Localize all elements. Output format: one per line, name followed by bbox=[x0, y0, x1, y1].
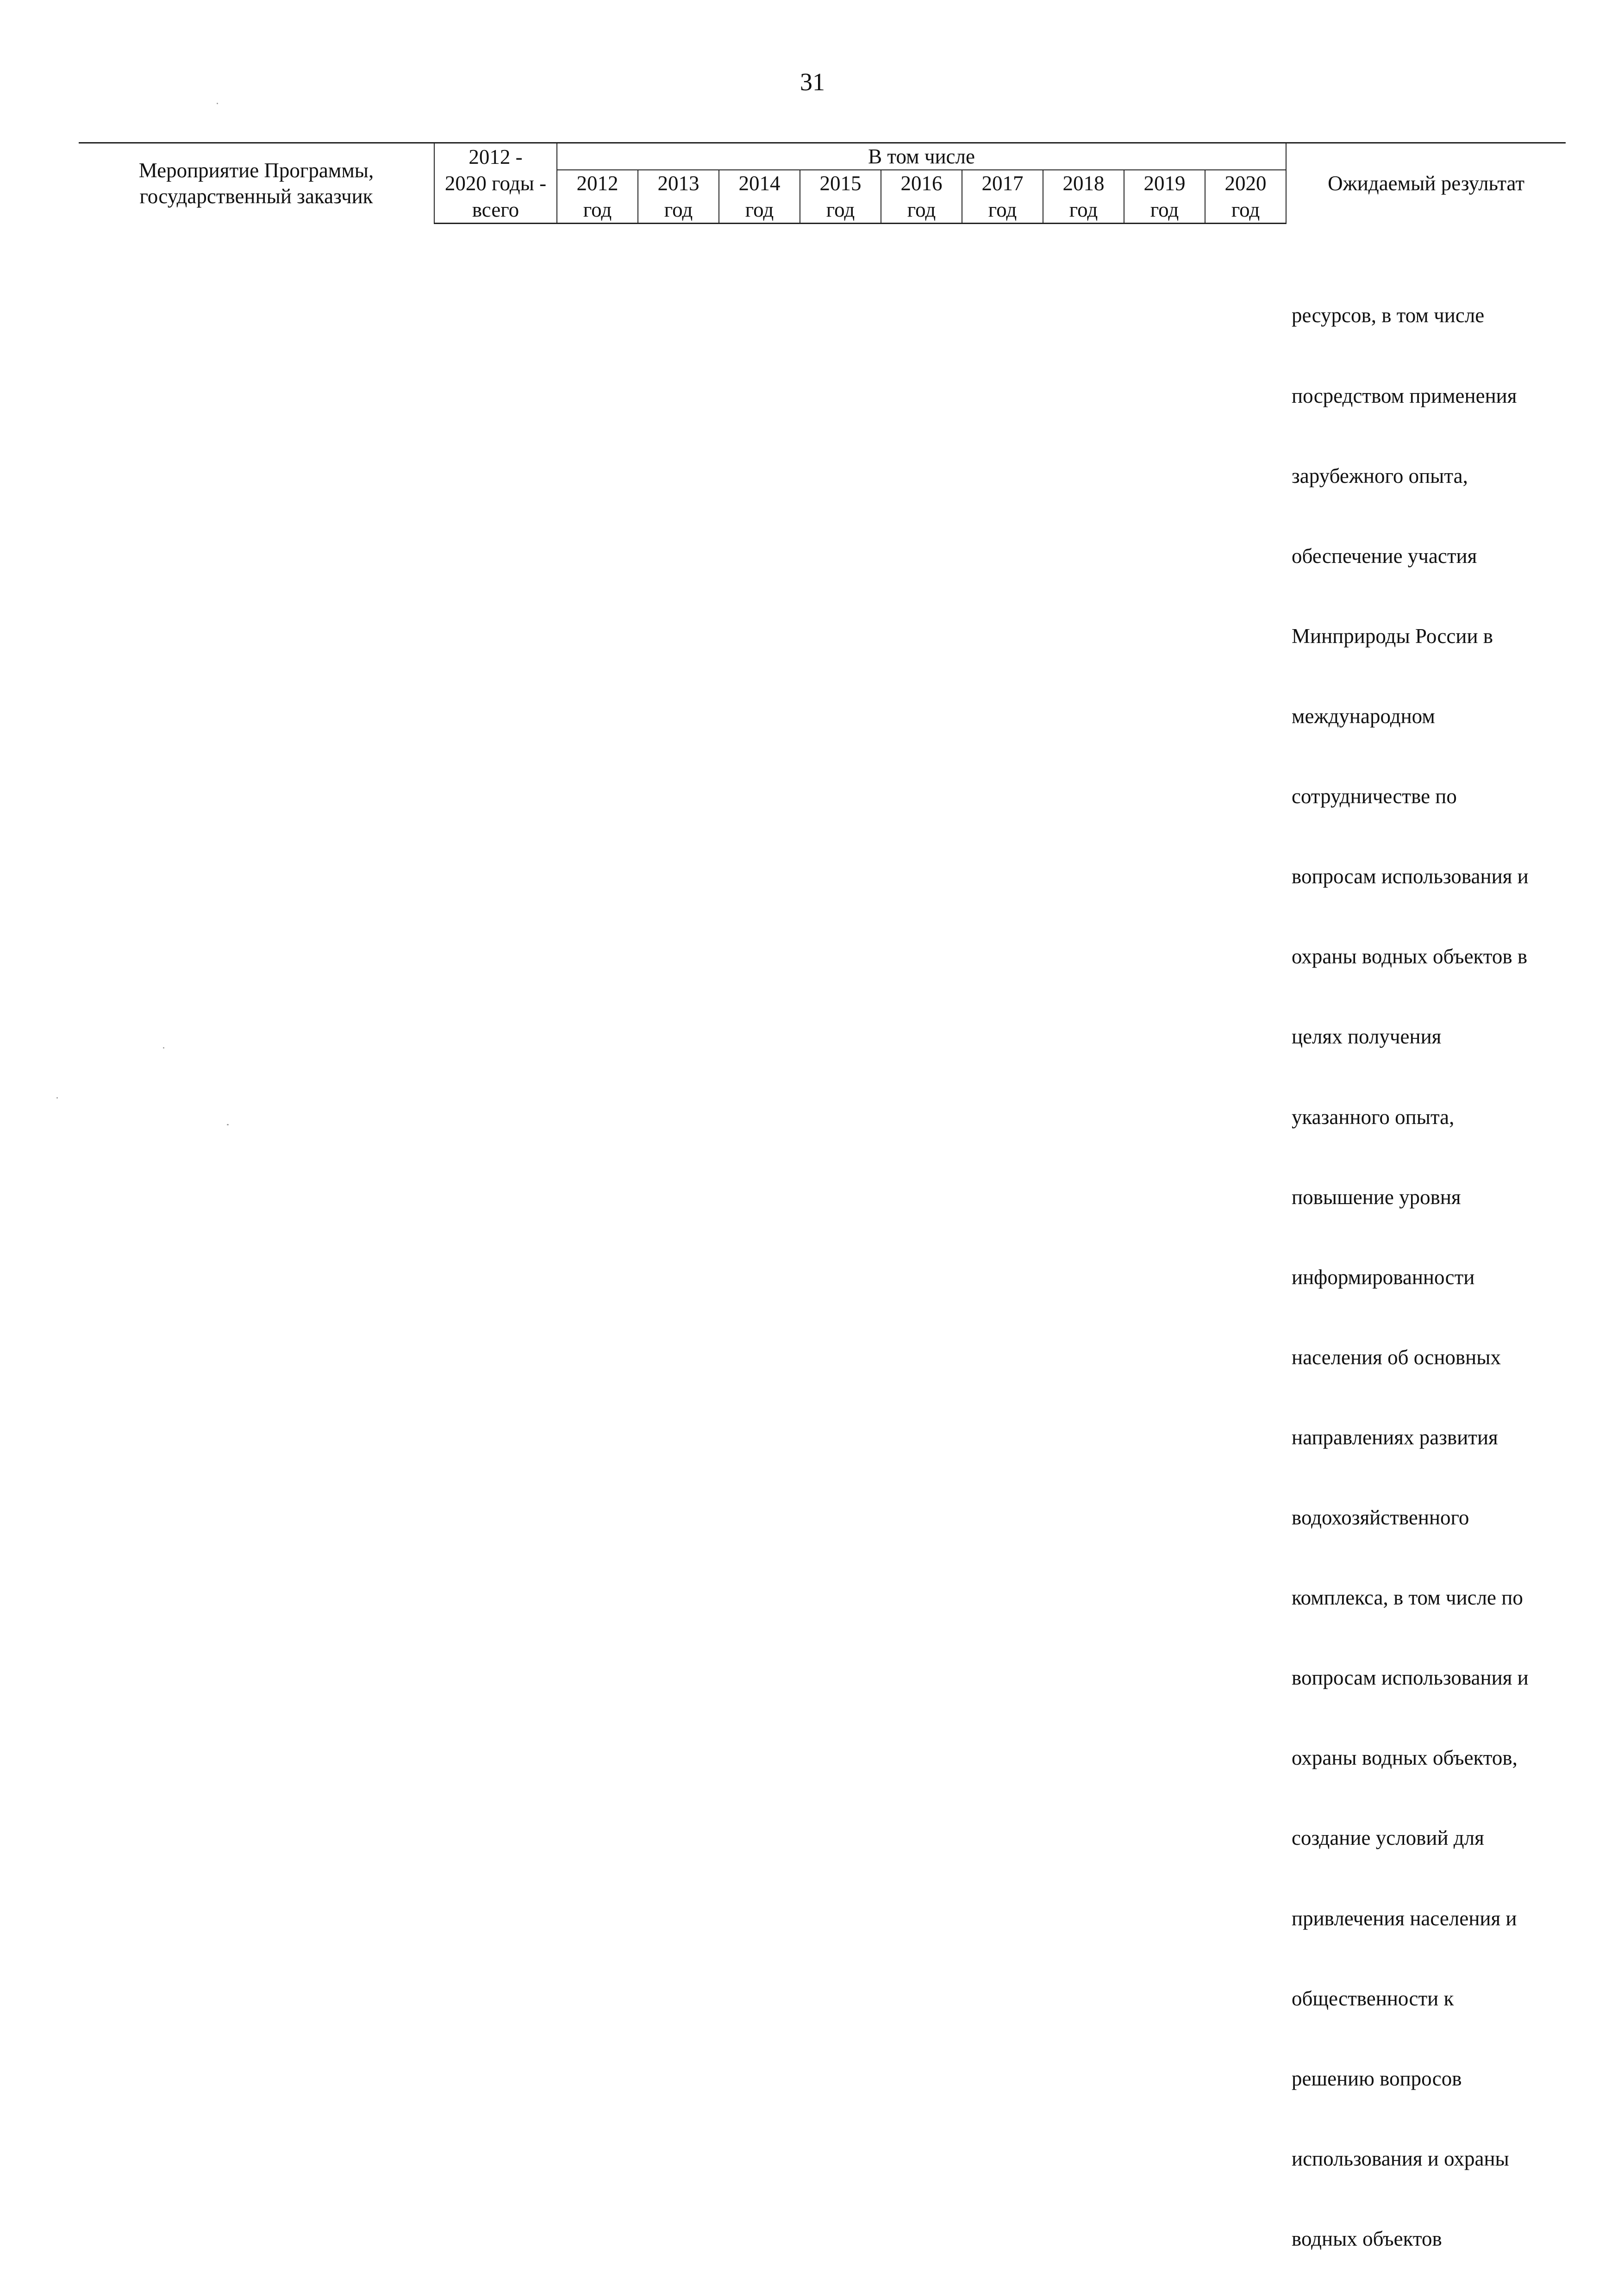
result-line: вопросам использования и bbox=[1292, 865, 1529, 888]
header-year-2015: 2015 bbox=[800, 170, 881, 196]
result-line: водных объектов bbox=[1292, 2227, 1442, 2251]
header-total-line3: всего bbox=[434, 197, 557, 224]
result-line: посредством применения bbox=[1292, 384, 1517, 407]
header-year-2020: 2020 bbox=[1205, 170, 1286, 196]
result-line: привлечения населения и bbox=[1292, 1906, 1517, 1930]
header-event: Мероприятие Программы, государственный заказчик bbox=[79, 143, 434, 224]
scan-speck bbox=[56, 1097, 58, 1099]
result-line: вопросам использования и bbox=[1292, 1666, 1529, 1690]
result-line: ресурсов, в том числе bbox=[1292, 304, 1485, 327]
header-year-unit: год bbox=[719, 197, 800, 224]
header-year-unit: год bbox=[881, 197, 962, 224]
result-line: водохозяйственного bbox=[1292, 1506, 1469, 1530]
result-line: информированности bbox=[1292, 1265, 1475, 1289]
header-year-2013: 2013 bbox=[638, 170, 719, 196]
result-line: создание условий для bbox=[1292, 1826, 1484, 1850]
header-total-line1: 2012 - bbox=[434, 143, 557, 170]
header-year-2012: 2012 bbox=[557, 170, 638, 196]
result-line: указанного опыта, bbox=[1292, 1105, 1455, 1129]
header-year-2016: 2016 bbox=[881, 170, 962, 196]
result-line: решению вопросов bbox=[1292, 2067, 1462, 2090]
header-year-unit: год bbox=[557, 197, 638, 224]
scan-speck bbox=[163, 1047, 164, 1049]
page-number: 31 bbox=[800, 68, 825, 96]
result-line: использования и охраны bbox=[1292, 2147, 1509, 2170]
header-year-unit: год bbox=[1043, 197, 1124, 224]
header-including: В том числе bbox=[557, 143, 1286, 170]
header-total-line2: 2020 годы - bbox=[434, 170, 557, 196]
result-line: населения об основных bbox=[1292, 1345, 1501, 1369]
result-line: сотрудничестве по bbox=[1292, 785, 1457, 808]
header-year-unit: год bbox=[1205, 197, 1286, 224]
header-year-2017: 2017 bbox=[962, 170, 1043, 196]
result-line: комплекса, в том числе по bbox=[1292, 1586, 1523, 1610]
scan-speck bbox=[227, 1124, 229, 1125]
result-line: направлениях развития bbox=[1292, 1425, 1498, 1449]
result-line: охраны водных объектов, bbox=[1292, 1746, 1518, 1770]
result-line: общественности к bbox=[1292, 1986, 1454, 2010]
expected-result-text bbox=[1292, 249, 1569, 2279]
header-year-unit: год bbox=[638, 197, 719, 224]
result-line: Минприроды России в bbox=[1292, 624, 1493, 648]
header-year-unit: год bbox=[962, 197, 1043, 224]
header-year-unit: год bbox=[1124, 197, 1205, 224]
header-year-unit: год bbox=[800, 197, 881, 224]
result-line: охраны водных объектов в bbox=[1292, 945, 1528, 968]
header-year-2014: 2014 bbox=[719, 170, 800, 196]
result-line: целях получения bbox=[1292, 1025, 1442, 1049]
table-header bbox=[79, 142, 1566, 224]
result-line: зарубежного опыта, bbox=[1292, 464, 1468, 487]
header-year-2018: 2018 bbox=[1043, 170, 1124, 196]
header-result: Ожидаемый результат bbox=[1286, 143, 1566, 224]
scan-speck bbox=[217, 103, 218, 104]
header-year-2019: 2019 bbox=[1124, 170, 1205, 196]
result-line: повышение уровня bbox=[1292, 1185, 1461, 1209]
result-line: международном bbox=[1292, 704, 1435, 728]
result-line: обеспечение участия bbox=[1292, 544, 1477, 568]
